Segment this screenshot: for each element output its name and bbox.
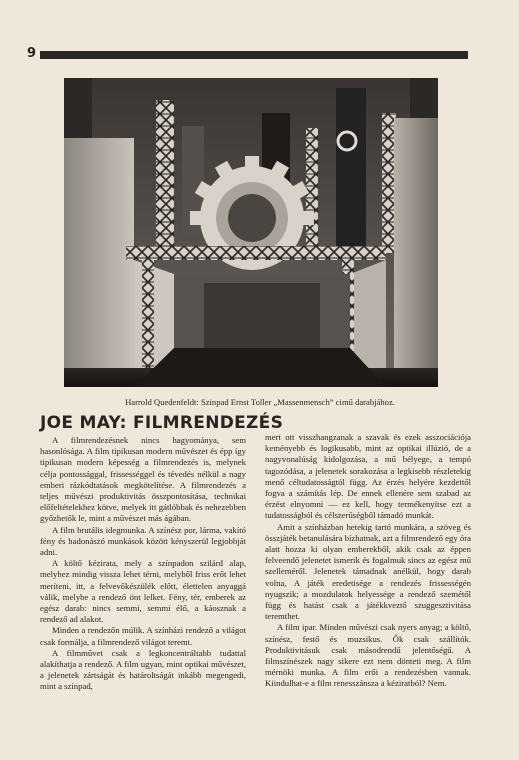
header-rule	[40, 51, 468, 59]
paragraph: A költő kézirata, mely a színpadon szilárd alap, melyhez mindig vissza lehet térni, melyből friss erőt lehet meríteni, itt, a felvevőkészülék előtt, élettelen anyaggá válik, melybe a rendező önt lelket. Fény, tér, emberek az egész darab: nincs semmi, semmi élő, a káosznak a rendező ad alakot.	[40, 558, 246, 625]
left-column	[40, 435, 246, 693]
stage-set-photograph	[64, 78, 438, 387]
paragraph: mert ott visszhangzanak a szavak és ezek asszociációja keményebb és logikusabb, mint az optikai illúzió, de a nagyvonalúság kidolgozása, a mű bélyege, a tempó tagozódása, a jelenetek sorakozása a legkisebb részletekig menő céltudatosságtól függ. Az érzés helyére kezdettől fogva a számítás lép. De ennek ellenére sem szabad az érzést elnyomni — ez kell, hogy termékenyítse ezt a tudatosságból és célszerűségből támadó munkát.	[265, 432, 471, 521]
paragraph: A film ipar. Minden művészi csak nyers anyag; a költő, színész, festő és muzsikus. Ők csak szállítók. Produktivitásuk csak másodrendű jelentőségű. A filmszínészek nagy sikere ezt nem dönteti meg. A film mérnöki munka. A film erői a rendezésben vannak. Kiindulhat-e a film renesszánsza a kéziratból? Nem.	[265, 622, 471, 689]
paragraph: A filmrendezésnek nincs hagyománya, sem hasonlósága. A film tipikusan modern művészet és épp így tipikusan modern képesség a filmrendezés is, melynek célja pontossággal, frissességgel és tévedés nélkül a nagy emberi rázkódtatások megkötelítése. A filmrendezés a teljes művészi produktivitás összpontosítása, technikai előfeltételekhez kötve, melyek itt gátlóbbak és nehezebben győzhetők le, mint a művészet más ágában.	[40, 435, 246, 524]
article-title: JOE MAY: FILMRENDEZÉS	[40, 413, 284, 433]
paragraph: A filmművet csak a legkoncentráltabb tudattal alakíthatja a rendező. A film ugyan, mint optikai művészet, a jelenetek zártságát és határoltságát inkább megengedi, mint a színpad,	[40, 647, 246, 692]
paragraph: Amit a színházban hetekig tartó munkára, a szöveg és összjáték betanulására bízhatnak, azt a filmrendező egy óra alatt hozza ki olyan emberekből, akik csak az éppen felveendő jelenetet ismerik és fogalmuk sincs az egész mű szelleméről. Jelenetek támadnak anélkül, hogy darab volna, A játék eredetisége a rendezés frissességén nyugszik; a mozdulatok helyessége a rendező szemétől függ és hatást csak a játékkveztő szuggesztivitása teremthet.	[265, 521, 471, 622]
figure-caption: Harrold Quedenfeldt: Szinpad Ernst Toller „Massenmensch” cimű darabjához.	[125, 397, 395, 407]
right-column	[265, 432, 471, 690]
page-number: 9	[27, 46, 37, 61]
paragraph: Minden a rendezőn múlik. A színházi rendező a világot csak formálja, a filmrendező világot teremt.	[40, 625, 246, 647]
paragraph: A film brutális idegmunka. A színész por, lárma, vakító fény és hadonászó munkások között kényszerül legjobbját adni.	[40, 524, 246, 558]
